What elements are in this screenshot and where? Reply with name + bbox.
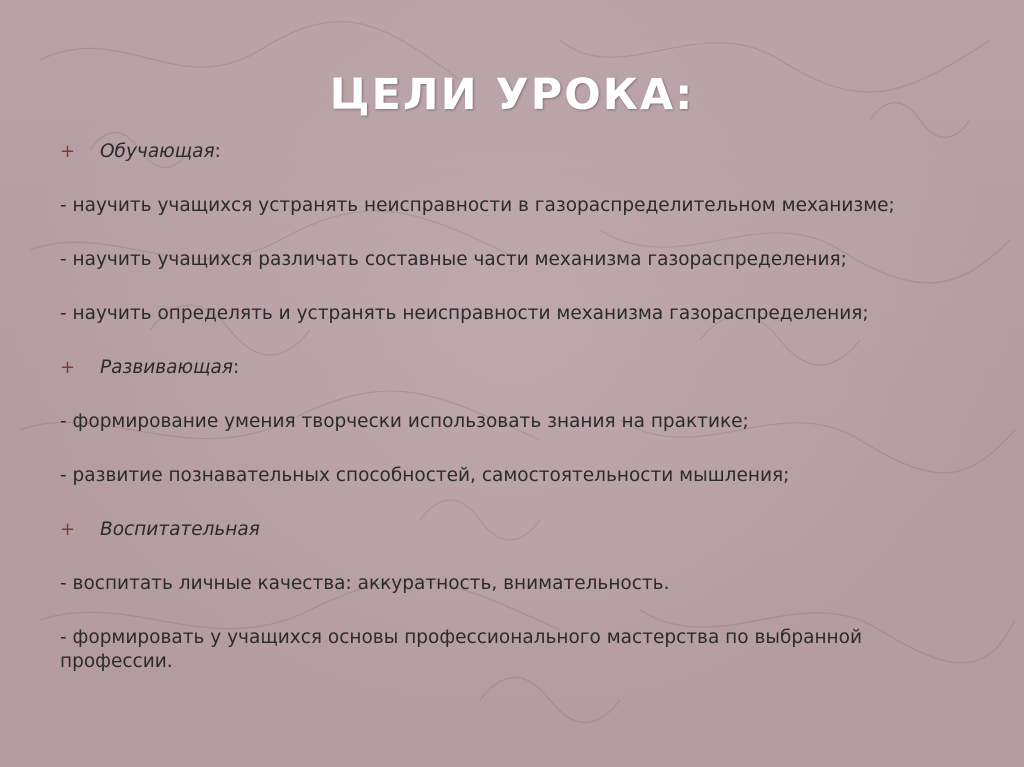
goal-line: - формирование умения творчески использовать знания на практике; <box>60 411 749 432</box>
goal-line: - научить учащихся устранять неисправности в газораспределительном механизме; <box>60 195 895 216</box>
page-title: ЦЕЛИ УРОКА: <box>329 70 695 120</box>
goal-line: - развитие познавательных способностей, самостоятельности мышления; <box>60 465 790 486</box>
goal-line: - научить определять и устранять неисправности механизма газораспределения; <box>60 303 869 324</box>
section-label: Воспитательная <box>100 519 260 540</box>
plus-icon: + <box>60 519 76 540</box>
section-heading <box>60 140 980 164</box>
section-label: Обучающая <box>100 141 215 162</box>
section-heading <box>60 356 980 380</box>
goal-line: - научить учащихся различать составные части механизма газораспределения; <box>60 249 847 270</box>
section-label: Развивающая <box>100 357 233 378</box>
goal-line: - воспитать личные качества: аккуратность, внимательность. <box>60 573 670 594</box>
goal-line: - формировать у учащихся основы профессионального мастерства по выбранной профессии. <box>60 627 862 672</box>
plus-icon: + <box>60 141 76 162</box>
section-label-suffix: : <box>214 141 221 162</box>
plus-icon: + <box>60 357 76 378</box>
section-label-suffix: : <box>232 357 240 378</box>
goals-list <box>60 140 980 704</box>
section-heading <box>60 518 980 542</box>
